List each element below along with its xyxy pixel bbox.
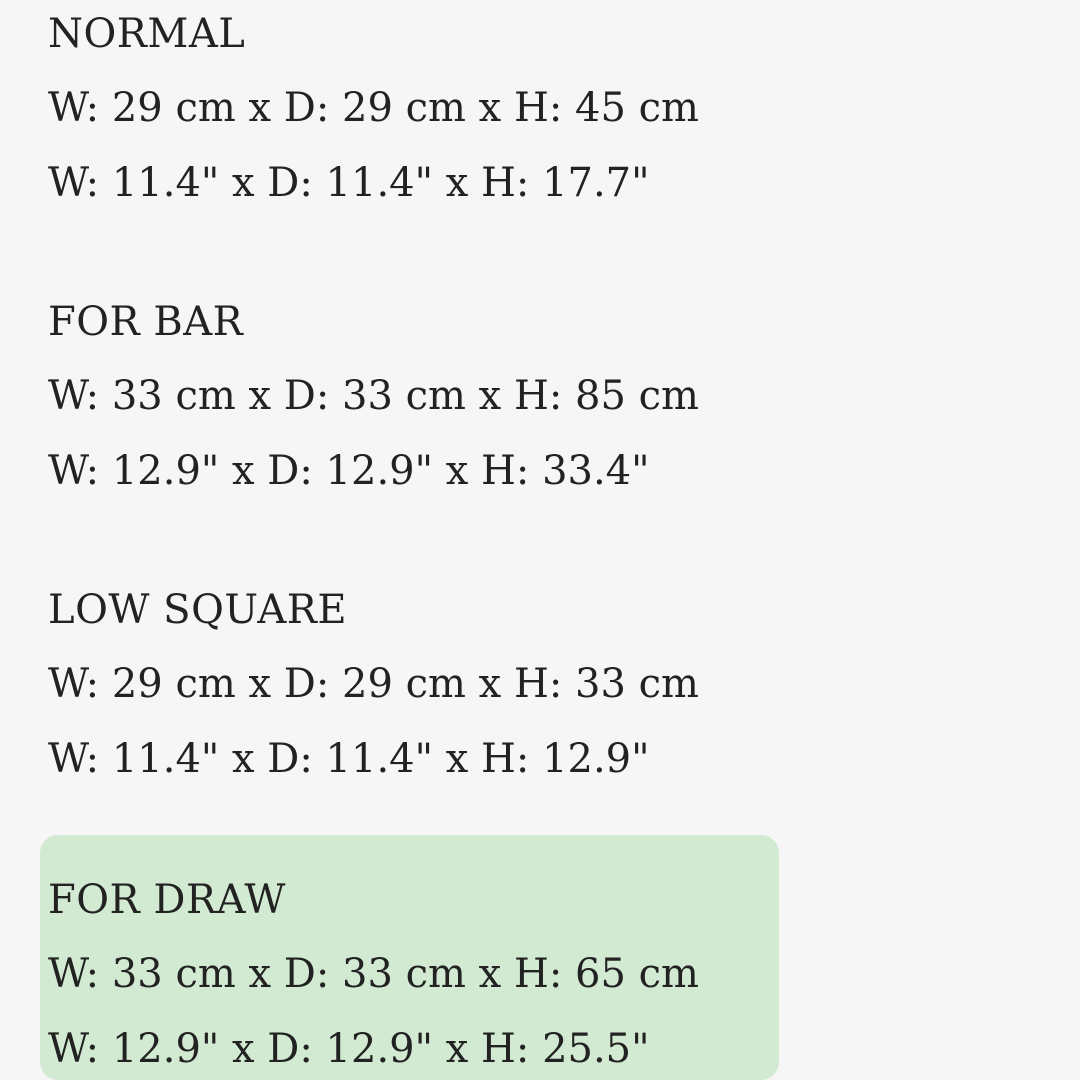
metric-dimensions-normal: W: 29 cm x D: 29 cm x H: 45 cm: [48, 85, 699, 131]
imperial-dimensions-normal: W: 11.4" x D: 11.4" x H: 17.7": [48, 160, 650, 206]
size-section-for-bar: [48, 299, 768, 494]
size-section-normal: [48, 11, 768, 206]
metric-dimensions-for-bar: W: 33 cm x D: 33 cm x H: 85 cm: [48, 373, 699, 419]
section-title-low-square: LOW SQUARE: [48, 587, 348, 633]
section-title-for-draw: FOR DRAW: [48, 877, 286, 923]
size-section-for-draw: [48, 877, 768, 1072]
imperial-dimensions-for-draw: W: 12.9" x D: 12.9" x H: 25.5": [48, 1026, 650, 1072]
section-title-normal: NORMAL: [48, 11, 246, 57]
section-title-for-bar: FOR BAR: [48, 299, 244, 345]
size-section-low-square: [48, 587, 768, 782]
metric-dimensions-for-draw: W: 33 cm x D: 33 cm x H: 65 cm: [48, 951, 699, 997]
metric-dimensions-low-square: W: 29 cm x D: 29 cm x H: 33 cm: [48, 661, 699, 707]
imperial-dimensions-for-bar: W: 12.9" x D: 12.9" x H: 33.4": [48, 448, 650, 494]
imperial-dimensions-low-square: W: 11.4" x D: 11.4" x H: 12.9": [48, 736, 650, 782]
